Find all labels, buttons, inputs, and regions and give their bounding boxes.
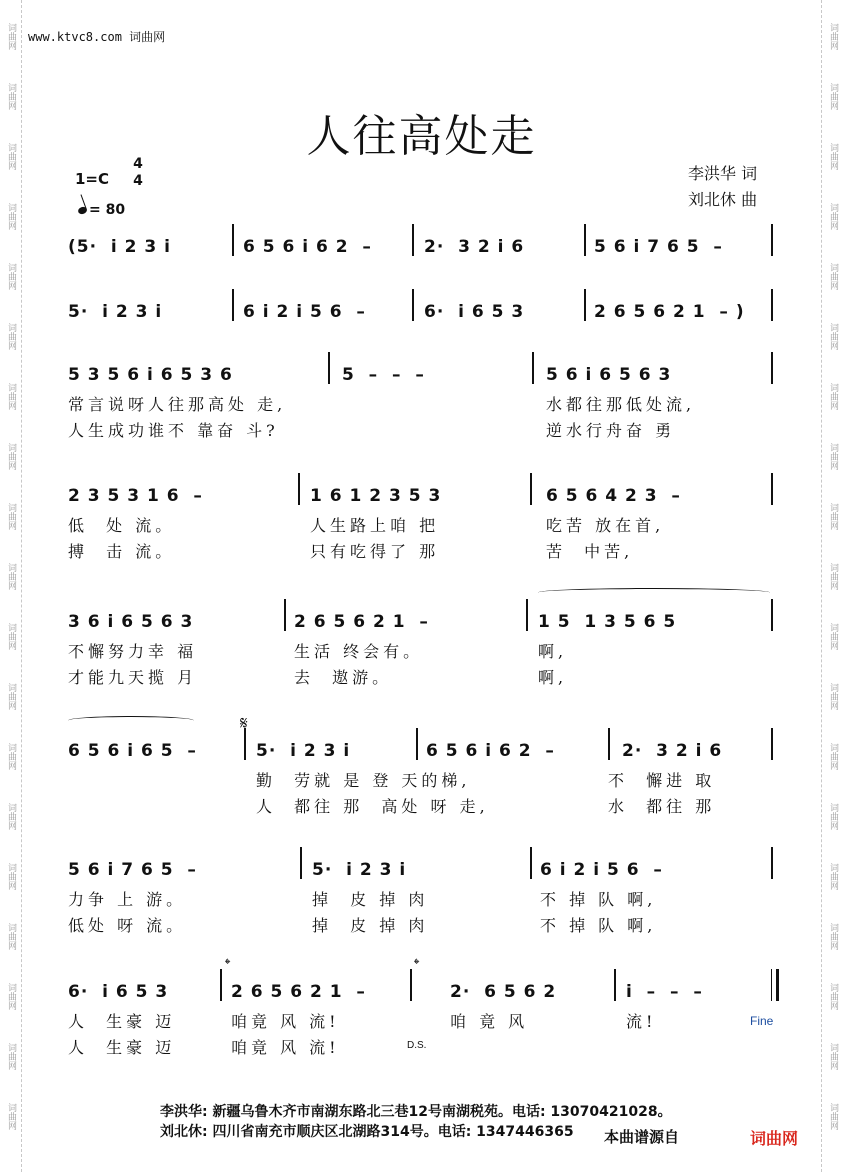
key-signature: 1=C [75, 170, 110, 188]
barline [771, 352, 773, 384]
measure-notes: 1 5 1 3 5 6 5 [538, 612, 677, 632]
measure-notes: (5· i 2 3 i [68, 237, 171, 257]
measure-notes: i – – – [626, 982, 703, 1002]
watermark-text: 词曲网 [828, 382, 838, 410]
lyric-segment: 搏 击 流。 [68, 542, 176, 561]
lyric-segment: 只有吃得了 那 [310, 542, 440, 561]
watermark-text: 词曲网 [828, 502, 838, 530]
footer-composer-contact: 刘北休: 四川省南充市顺庆区北湖路314号。电话: 1347446365 [160, 1124, 574, 1140]
measure-notes: 3 6 i 6 5 6 3 [68, 612, 194, 632]
lyric-line [66, 639, 786, 661]
barline [584, 289, 586, 321]
barline [771, 728, 773, 760]
segno-icon: 𝄋 [240, 713, 248, 733]
barline [412, 289, 414, 321]
fine-mark: Fine [750, 1014, 774, 1028]
watermark-text: 词曲网 [6, 1042, 16, 1070]
barline [771, 599, 773, 631]
watermark-text: 词曲网 [828, 1102, 838, 1130]
watermark-text: 词曲网 [828, 562, 838, 590]
footer-lyricist-contact: 李洪华: 新疆乌鲁木齐市南湖东路北三巷12号南湖税苑。电话: 13070421028。 [160, 1104, 672, 1120]
barline [284, 599, 286, 631]
staff-row [66, 360, 786, 390]
watermark-text: 词曲网 [828, 982, 838, 1010]
watermark-text: 词曲网 [6, 502, 16, 530]
tempo-marking [78, 202, 125, 218]
lyric-segment: 咱竟 风 流! [231, 1038, 340, 1057]
watermark-text: 词曲网 [828, 862, 838, 890]
measure-notes: 5· i 2 3 i [256, 741, 351, 761]
measure-notes: 2 3 5 3 1 6 – [68, 486, 203, 506]
measure-notes: 2 6 5 6 2 1 – ) [594, 302, 745, 322]
measure-notes: 5 6 i 7 6 5 – [594, 237, 723, 257]
lyric-segment: 不 懈进 取 [608, 771, 716, 790]
staff-row [66, 855, 786, 885]
measure-notes: 5· i 2 3 i [68, 302, 163, 322]
slur-arc [538, 588, 770, 597]
measure-notes: 1 6 1 2 3 5 3 [310, 486, 442, 506]
measure-notes: 6 5 6 i 6 2 – [426, 741, 555, 761]
lyric-segment: 去 遨游。 [294, 668, 393, 687]
lyric-segment: 水 都往 那 [608, 797, 716, 816]
watermark-text: 词曲网 [828, 202, 838, 230]
song-title: 人往高处走 [306, 111, 537, 162]
watermark-text: 词曲网 [828, 322, 838, 350]
barline [771, 289, 773, 321]
lyric-line [66, 539, 786, 561]
lyric-line [66, 913, 786, 935]
barline [416, 728, 418, 760]
lyric-segment: 人 都往 那 高处 呀 走, [256, 797, 489, 816]
footer-logo[interactable]: 词曲网 [750, 1129, 799, 1148]
measure-notes: 5 – – – [342, 365, 425, 385]
barline [412, 224, 414, 256]
watermark-text: 词曲网 [828, 682, 838, 710]
watermark-text: 词曲网 [6, 682, 16, 710]
barline [298, 473, 300, 505]
watermark-text: 词曲网 [828, 262, 838, 290]
barline [771, 224, 773, 256]
lyric-line [66, 665, 786, 687]
slur-arc [68, 716, 194, 725]
time-signature-top: 4 [133, 156, 143, 172]
lyric-segment: 吃苦 放在首, [546, 516, 665, 535]
lyric-segment: 不 掉 队 啊, [540, 916, 657, 935]
lyricist-credit: 李洪华 词 [688, 164, 758, 183]
lyric-line [66, 392, 786, 414]
lyric-segment: 掉 皮 掉 肉 [312, 916, 429, 935]
lyric-segment: 生活 终会有。 [294, 642, 424, 661]
barline [584, 224, 586, 256]
measure-notes: 2 6 5 6 2 1 – [294, 612, 429, 632]
lyric-segment: 才能九天揽 月 [68, 668, 198, 687]
lyric-line [66, 1009, 786, 1031]
measure-notes: 2 6 5 6 2 1 – [231, 982, 366, 1002]
measure-notes: 6 5 6 i 6 5 – [68, 741, 197, 761]
lyric-segment: 人 生豪 迈 [68, 1038, 176, 1057]
lyric-line [66, 768, 786, 790]
watermark-text: 词曲网 [6, 22, 16, 50]
measure-notes: 2· 3 2 i 6 [424, 237, 525, 257]
lyric-segment: 逆水行舟奋 勇 [546, 421, 676, 440]
watermark-text: 词曲网 [6, 622, 16, 650]
watermark-text: 词曲网 [6, 1102, 16, 1130]
watermark-text: 词曲网 [6, 982, 16, 1010]
left-watermark-column [0, 0, 22, 1172]
measure-notes: 6 5 6 4 2 3 – [546, 486, 681, 506]
barline [232, 224, 234, 256]
measure-notes: 6 5 6 i 6 2 – [243, 237, 372, 257]
lyric-segment: 啊, [538, 642, 568, 661]
lyric-segment: 不 掉 队 啊, [540, 890, 657, 909]
measure-notes: 6 i 2 i 5 6 – [243, 302, 366, 322]
lyric-segment: 苦 中苦, [546, 542, 634, 561]
measure-notes: 2· 3 2 i 6 [622, 741, 723, 761]
quarter-note-icon [77, 206, 88, 216]
lyric-segment: 人生路上咱 把 [310, 516, 440, 535]
barline [771, 969, 779, 1001]
staff-row [66, 232, 786, 262]
coda-icon-2: 𝄌 [414, 956, 420, 973]
barline [614, 969, 616, 1001]
watermark-text: 词曲网 [828, 142, 838, 170]
lyric-segment: 低处 呀 流。 [68, 916, 187, 935]
watermark-text: 词曲网 [828, 82, 838, 110]
watermark-text: 词曲网 [828, 622, 838, 650]
watermark-text: 词曲网 [6, 142, 16, 170]
watermark-text: 词曲网 [6, 922, 16, 950]
barline [410, 969, 412, 1001]
footer-source-text: 本曲谱源自 [604, 1128, 680, 1146]
lyric-segment: 咱竟 风 流! [231, 1012, 340, 1031]
barline [771, 847, 773, 879]
composer-credit: 刘北休 曲 [688, 190, 758, 209]
barline [608, 728, 610, 760]
lyric-line [66, 887, 786, 909]
watermark-text: 词曲网 [828, 922, 838, 950]
barline [232, 289, 234, 321]
staff-row [66, 481, 786, 511]
watermark-text: 词曲网 [828, 1042, 838, 1070]
lyric-segment: 低 处 流。 [68, 516, 176, 535]
measure-notes: 5 6 i 7 6 5 – [68, 860, 197, 880]
lyric-segment: 人 生豪 迈 [68, 1012, 176, 1031]
watermark-text: 词曲网 [6, 82, 16, 110]
lyric-segment: 啊, [538, 668, 568, 687]
watermark-text: 词曲网 [828, 742, 838, 770]
barline [532, 352, 534, 384]
time-signature [128, 156, 148, 190]
lyric-line [66, 513, 786, 535]
barline [300, 847, 302, 879]
measure-notes: 5 6 i 6 5 6 3 [546, 365, 672, 385]
watermark-text: 词曲网 [6, 742, 16, 770]
watermark-text: 词曲网 [6, 442, 16, 470]
barline [328, 352, 330, 384]
barline [771, 473, 773, 505]
coda-icon-1: 𝄌 [225, 956, 231, 973]
barline [526, 599, 528, 631]
lyric-segment: 常言说呀人往那高处 走, [68, 395, 287, 414]
measure-notes: 2· 6 5 6 2 [450, 982, 557, 1002]
tempo-value: = 80 [89, 202, 126, 218]
barline [220, 969, 222, 1001]
watermark-text: 词曲网 [6, 802, 16, 830]
watermark-text: 词曲网 [6, 322, 16, 350]
time-signature-bottom: 4 [133, 173, 143, 189]
watermark-text: 词曲网 [6, 202, 16, 230]
staff-row [66, 607, 786, 637]
lyric-line [66, 418, 786, 440]
measure-notes: 5· i 2 3 i [312, 860, 407, 880]
measure-notes: 6 i 2 i 5 6 – [540, 860, 663, 880]
ds-mark: D.S. [407, 1040, 427, 1051]
lyric-segment: 咱 竟 风 [450, 1012, 529, 1031]
barline [530, 473, 532, 505]
lyric-segment: 人生成功谁不 靠奋 斗? [68, 421, 279, 440]
watermark-text: 词曲网 [828, 802, 838, 830]
staff-row [66, 977, 786, 1007]
watermark-text: 词曲网 [6, 562, 16, 590]
measure-notes: 6· i 6 5 3 [424, 302, 525, 322]
lyric-segment: 流! [626, 1012, 657, 1031]
measure-notes: 5 3 5 6 i 6 5 3 6 [68, 365, 233, 385]
lyric-segment: 勤 劳就 是 登 天的梯, [256, 771, 471, 790]
watermark-text: 词曲网 [828, 442, 838, 470]
measure-notes: 6· i 6 5 3 [68, 982, 169, 1002]
staff-row [66, 736, 786, 766]
site-label[interactable]: www.ktvc8.com 词曲网 [28, 30, 166, 44]
staff-row [66, 297, 786, 327]
watermark-text: 词曲网 [6, 382, 16, 410]
watermark-text: 词曲网 [6, 262, 16, 290]
lyric-segment: 不懈努力幸 福 [68, 642, 198, 661]
lyric-segment: 水都往那低处流, [546, 395, 696, 414]
right-watermark-column [821, 0, 843, 1172]
lyric-segment: 力争 上 游。 [68, 890, 187, 909]
barline [530, 847, 532, 879]
watermark-text: 词曲网 [6, 862, 16, 890]
watermark-text: 词曲网 [828, 22, 838, 50]
lyric-segment: 掉 皮 掉 肉 [312, 890, 429, 909]
lyric-line [66, 794, 786, 816]
